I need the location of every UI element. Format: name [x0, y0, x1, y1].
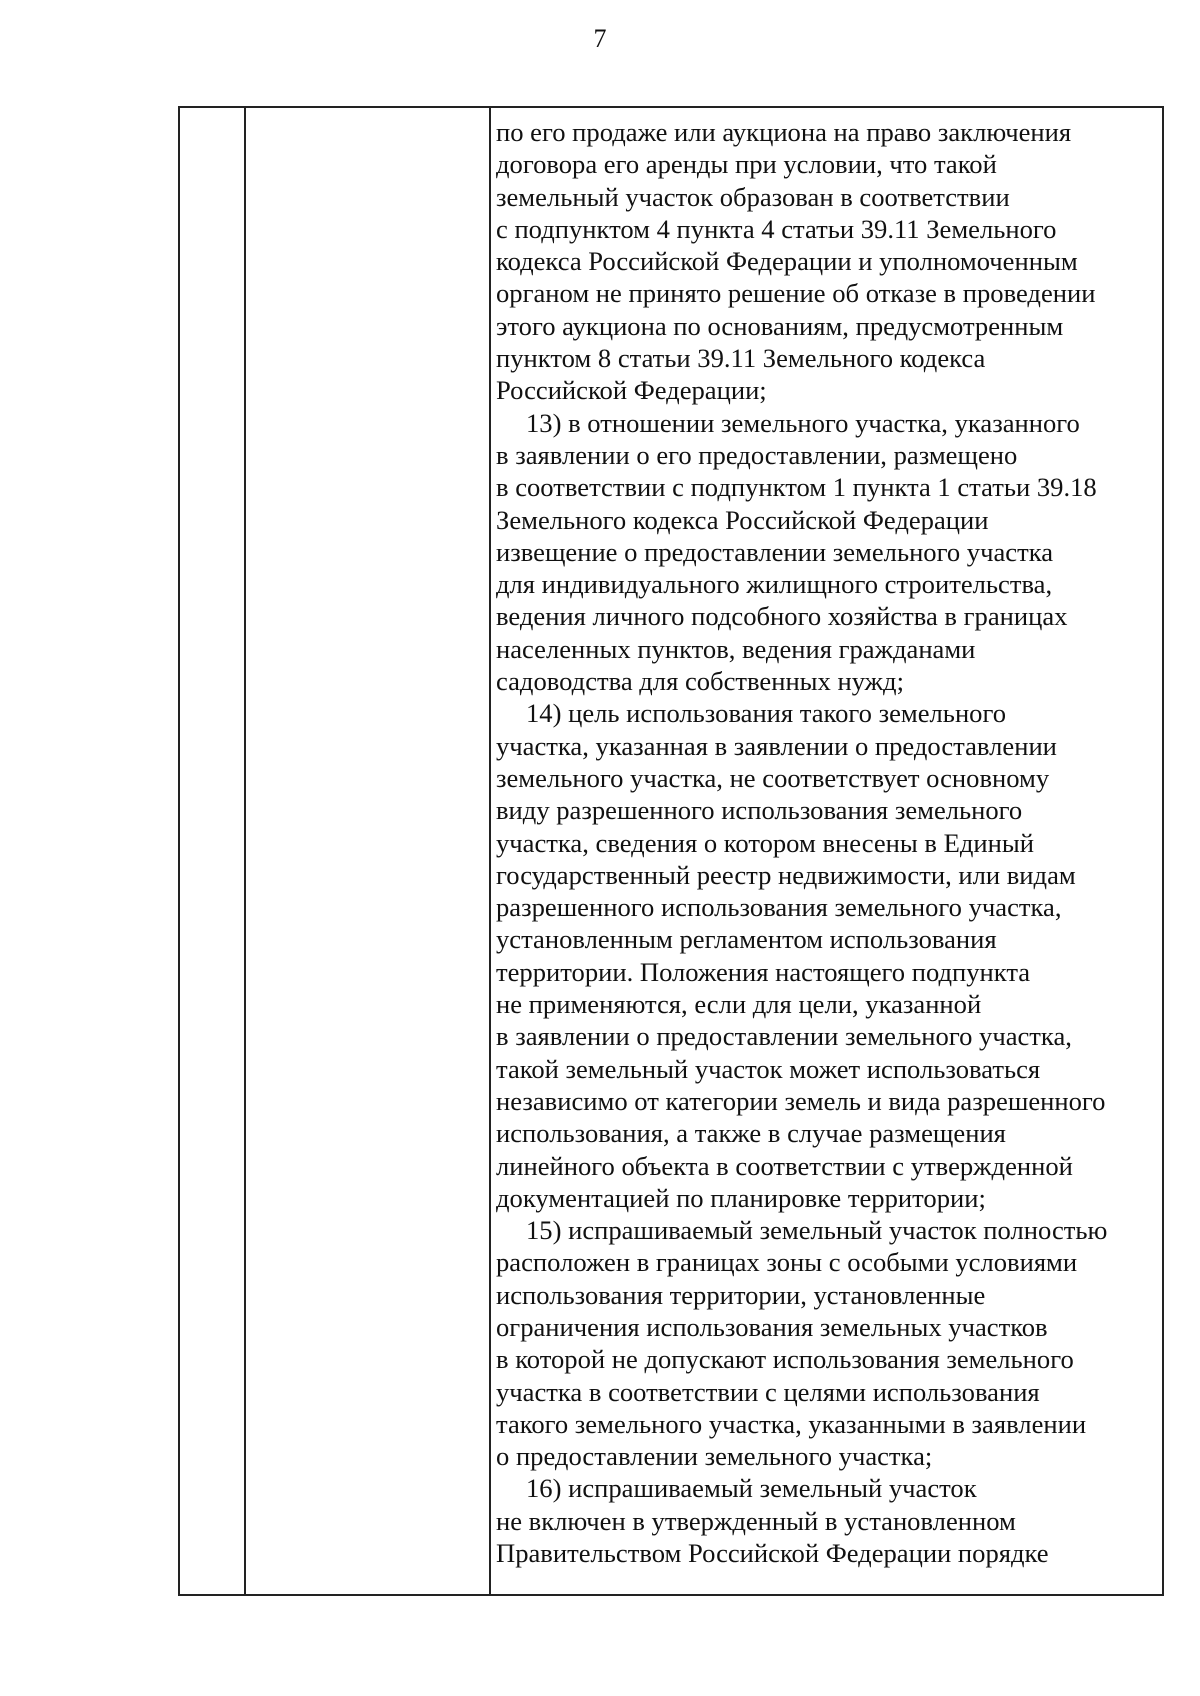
text-line: Правительством Российской Федерации порядке	[496, 1538, 1049, 1569]
text-line: не включен в утвержденный в установленном	[496, 1505, 1016, 1536]
column-divider-1	[244, 108, 246, 1594]
text-line: независимо от категории земель и вида разрешенного	[496, 1085, 1106, 1116]
document-table	[178, 106, 1164, 1596]
paragraph-continuation	[496, 116, 1155, 407]
paragraph-item-14	[496, 697, 1155, 1214]
text-line: использования, а также в случае размещения	[496, 1118, 1006, 1149]
text-line: 15) испрашиваемый земельный участок полностью	[526, 1215, 1108, 1246]
text-line: участка, сведения о котором внесены в Единый	[496, 827, 1034, 858]
text-line: органом не принято решение об отказе в проведении	[496, 278, 1096, 309]
text-line: такого земельного участка, указанными в заявлении	[496, 1408, 1087, 1439]
text-line: 16) испрашиваемый земельный участок	[526, 1473, 977, 1504]
text-line: участка в соответствии с целями использования	[496, 1376, 1040, 1407]
table-cell-text	[496, 116, 1155, 1569]
text-line: линейного объекта в соответствии с утвержденной	[496, 1150, 1073, 1181]
text-line: установленным регламентом использования	[496, 924, 997, 955]
text-line: в заявлении о предоставлении земельного участка,	[496, 1021, 1072, 1052]
page-number: 7	[593, 24, 607, 53]
paragraph-item-15	[496, 1214, 1155, 1472]
text-line: документацией по планировке территории;	[496, 1182, 986, 1213]
text-line: разрешенного использования земельного участка,	[496, 892, 1062, 923]
text-line: по его продаже или аукциона на право заключения	[496, 117, 1072, 147]
text-line: садоводства для собственных нужд;	[496, 666, 904, 697]
paragraph-item-13	[496, 407, 1155, 698]
text-line: 13) в отношении земельного участка, указанного	[526, 407, 1080, 438]
text-line: участка, указанная в заявлении о предоставлении	[496, 730, 1057, 761]
text-line: 14) цель использования такого земельного	[526, 698, 1007, 729]
text-line: с подпунктом 4 пункта 4 статьи 39.11 Земельного	[496, 213, 1057, 244]
text-line: этого аукциона по основаниям, предусмотренным	[496, 310, 1064, 341]
text-line: государственный реестр недвижимости, или видам	[496, 859, 1076, 890]
text-line: ограничения использования земельных участков	[496, 1311, 1048, 1342]
text-line: такой земельный участок может использоваться	[496, 1053, 1041, 1084]
text-line: договора его аренды при условии, что такой	[496, 149, 997, 180]
text-line: о предоставлении земельного участка;	[496, 1441, 933, 1472]
text-line: земельный участок образован в соответствии	[496, 181, 1010, 212]
text-line: ведения личного подсобного хозяйства в границах	[496, 601, 1068, 632]
text-line: в которой не допускают использования земельного	[496, 1344, 1074, 1375]
text-line: для индивидуального жилищного строительства,	[496, 569, 1053, 600]
text-line: пунктом 8 статьи 39.11 Земельного кодекса	[496, 343, 986, 374]
text-line: Российской Федерации;	[496, 375, 767, 406]
text-line: Земельного кодекса Российской Федерации	[496, 504, 989, 535]
paragraph-item-16	[496, 1472, 1155, 1569]
text-line: территории. Положения настоящего подпункта	[496, 956, 1031, 987]
text-line: извещение о предоставлении земельного участка	[496, 536, 1054, 567]
text-line: в соответствии с подпунктом 1 пункта 1 статьи 39.18	[496, 472, 1097, 503]
text-line: расположен в границах зоны с особыми условиями	[496, 1247, 1078, 1278]
text-line: не применяются, если для цели, указанной	[496, 989, 982, 1020]
column-divider-2	[489, 108, 491, 1594]
text-line: использования территории, установленные	[496, 1279, 986, 1310]
text-line: в заявлении о его предоставлении, размещено	[496, 439, 1018, 470]
text-line: кодекса Российской Федерации и уполномоченным	[496, 246, 1078, 277]
text-line: населенных пунктов, ведения гражданами	[496, 633, 976, 664]
text-line: виду разрешенного использования земельного	[496, 795, 1023, 826]
text-line: земельного участка, не соответствует основному	[496, 762, 1050, 793]
